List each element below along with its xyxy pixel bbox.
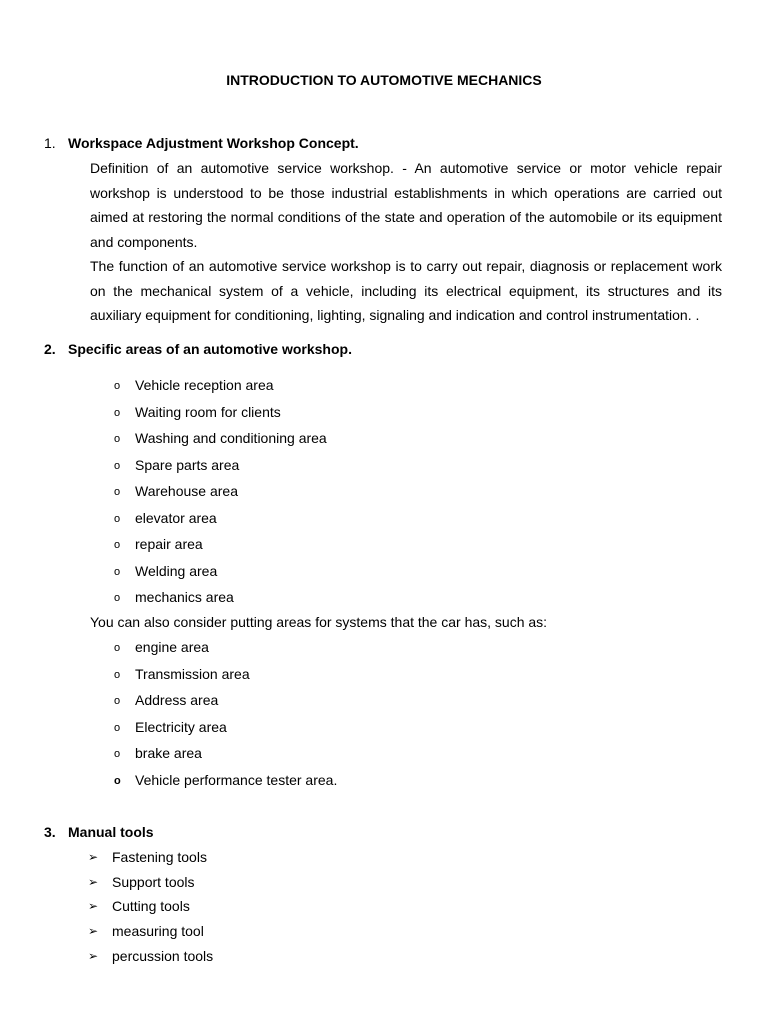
list-item <box>90 535 327 562</box>
list-item-text: Address area <box>135 692 219 708</box>
systems-intro-text: You can also consider putting areas for systems that the car has, such as: <box>90 614 548 630</box>
list-item <box>88 947 213 972</box>
bullet-icon: o <box>114 539 121 551</box>
list-item-text: engine area <box>135 639 209 655</box>
list-item <box>90 744 337 771</box>
list-item-text: percussion tools <box>112 947 214 964</box>
list-item-text: Electricity area <box>135 718 227 735</box>
list-item-text: elevator area <box>135 509 217 526</box>
bullet-icon: o <box>114 748 121 760</box>
bullet-icon: o <box>114 380 121 392</box>
list-item <box>90 665 337 692</box>
list-item-text: Washing and conditioning area <box>135 430 327 446</box>
list-item-text: Vehicle performance tester area. <box>135 771 338 788</box>
list-item-text: Vehicle reception area <box>135 377 274 393</box>
list-item <box>88 848 213 873</box>
bullet-icon: o <box>114 565 121 578</box>
list-item <box>88 897 213 922</box>
section-3-title: Manual tools <box>68 824 154 840</box>
bullet-icon: o <box>114 486 121 498</box>
list-item-text: brake area <box>135 745 202 761</box>
list-item-text: Welding area <box>135 562 218 579</box>
section-1-paragraph-1: Definition of an automotive service workshop. - An automotive service or motor vehicle repair workshop is understood to be those industrial establishments in which operations are carried out aimed at restoring the normal conditions of the state and operation of the automobile or its equipment and components. <box>90 160 722 250</box>
list-item <box>90 429 327 456</box>
bullet-icon: o <box>114 459 121 472</box>
list-item-text: Waiting room for clients <box>135 403 281 420</box>
list-item <box>90 403 327 430</box>
list-item <box>90 456 327 483</box>
section-2-number: 2. <box>44 341 56 357</box>
list-item <box>88 922 213 947</box>
section-3-heading <box>44 824 154 840</box>
bullet-icon: ➢ <box>88 874 99 889</box>
list-item-text: Transmission area <box>135 665 250 682</box>
list-item <box>90 771 337 798</box>
list-item <box>90 509 327 536</box>
list-item <box>90 718 337 745</box>
section-1-number: 1. <box>44 135 56 151</box>
section-1-heading <box>44 135 359 151</box>
bullet-icon: ➢ <box>88 899 99 914</box>
bullet-icon: o <box>114 406 121 419</box>
list-item-text: repair area <box>135 536 203 552</box>
bullet-icon: o <box>114 642 121 654</box>
bullet-icon: o <box>114 592 121 604</box>
section-2-title: Specific areas of an automotive workshop. <box>68 341 352 357</box>
bullet-icon: o <box>114 721 121 734</box>
list-item-text: Spare parts area <box>135 456 240 473</box>
list-item <box>88 873 213 898</box>
section-1-title: Workspace Adjustment Workshop Concept. <box>68 135 359 151</box>
list-item-text: Fastening tools <box>112 849 207 865</box>
bullet-icon: ➢ <box>88 924 99 939</box>
list-item-text: mechanics area <box>135 589 234 605</box>
manual-tools-list <box>88 848 213 971</box>
section-2-heading <box>44 341 352 357</box>
section-3-number: 3. <box>44 824 56 840</box>
list-item <box>90 562 327 589</box>
list-item <box>90 691 337 718</box>
list-item <box>90 482 327 509</box>
list-item-text: measuring tool <box>112 923 204 940</box>
document-title: INTRODUCTION TO AUTOMOTIVE MECHANICS <box>226 72 542 88</box>
workshop-areas-list <box>90 376 327 615</box>
bullet-icon: ➢ <box>88 850 99 864</box>
section-1-paragraph-2: The function of an automotive service workshop is to carry out repair, diagnosis or replacement work on the mechanical system of a vehicle, including its electrical equipment, its structures and its auxiliary equipment for conditioning, lighting, signaling and indication and control instrumentation. . <box>90 258 722 324</box>
list-item-text: Support tools <box>112 873 195 890</box>
list-item-text: Warehouse area <box>135 483 238 499</box>
list-item-text: Cutting tools <box>112 898 190 915</box>
bullet-icon: o <box>114 695 121 707</box>
list-item <box>90 588 327 615</box>
list-item <box>90 376 327 403</box>
bullet-icon: o <box>114 512 121 525</box>
bullet-icon: o <box>114 774 121 787</box>
bullet-icon: o <box>114 433 121 445</box>
list-item <box>90 638 337 665</box>
bullet-icon: ➢ <box>88 948 99 963</box>
vehicle-systems-list <box>90 638 337 797</box>
bullet-icon: o <box>114 668 121 681</box>
